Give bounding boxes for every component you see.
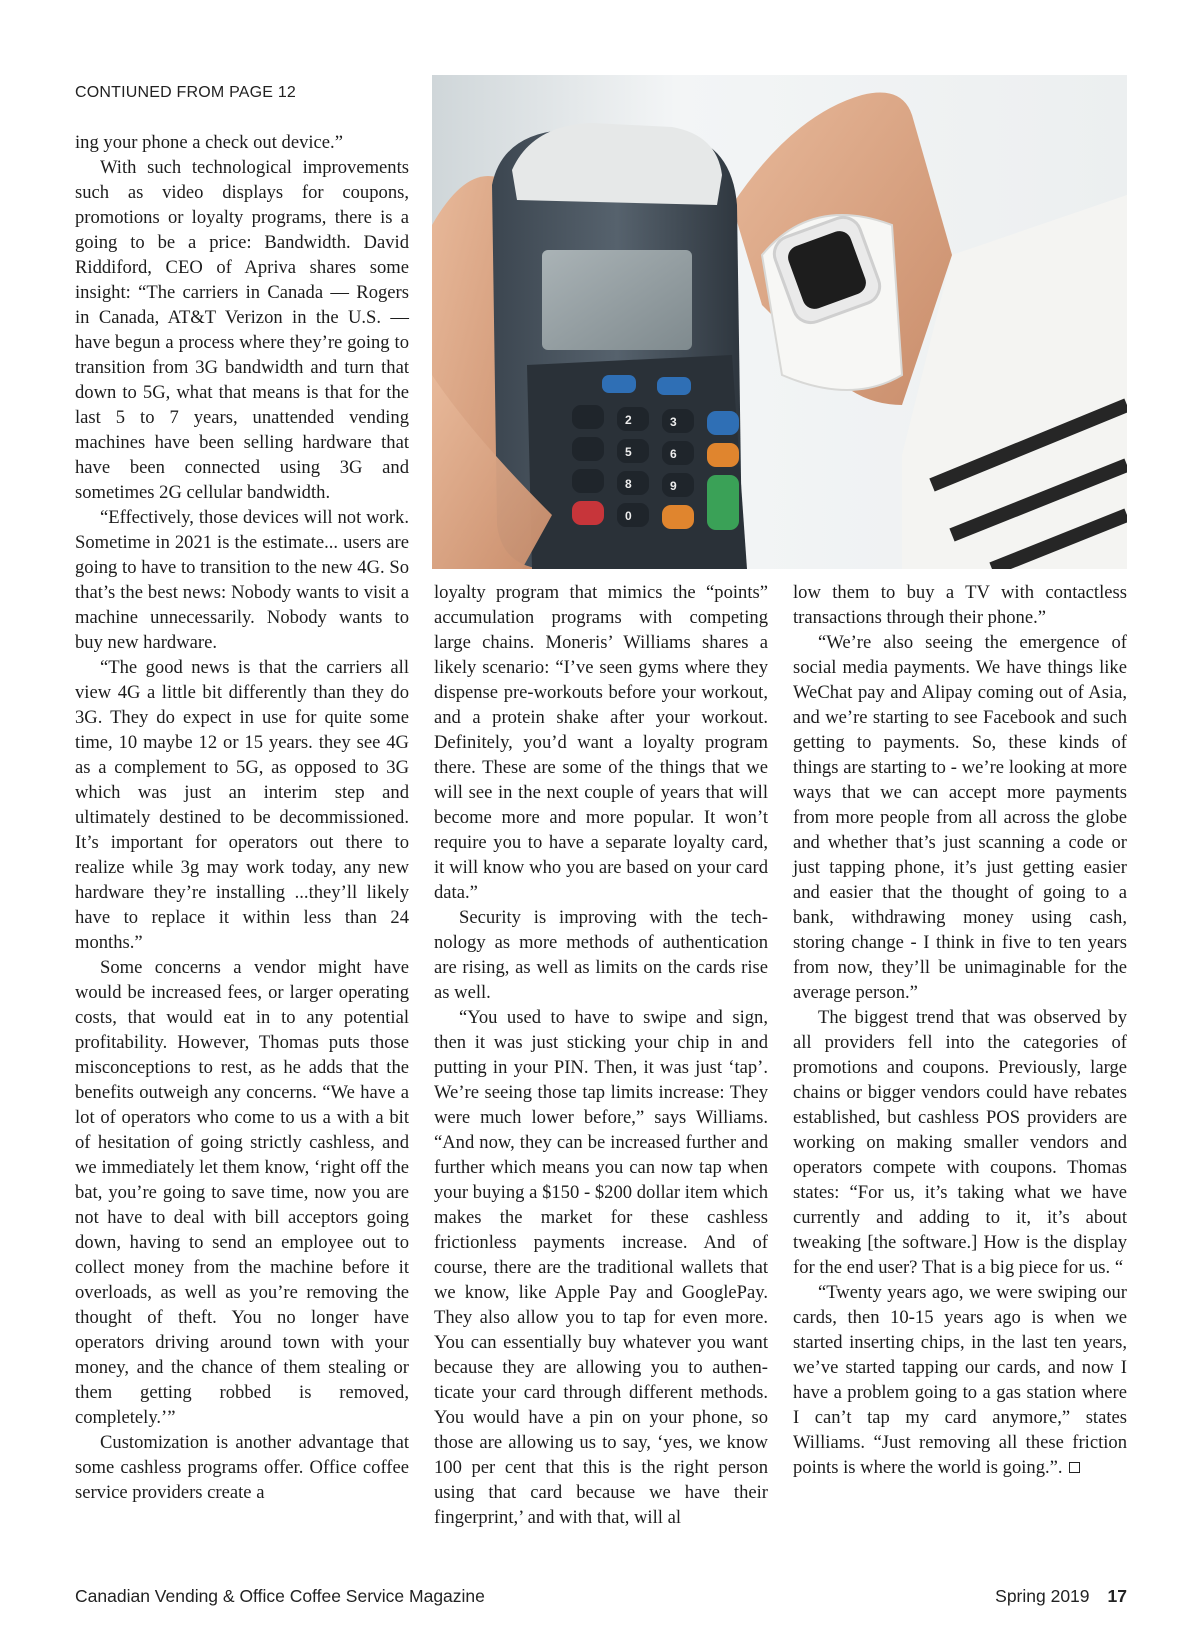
continued-label: CONTIUNED FROM PAGE 12 [75,84,297,101]
paragraph: low them to buy a TV with contactless transactions through their phone.” [793,582,1127,628]
paragraph: Some concerns a vendor might have would be increased fees, or larger operating costs, that would eat in to any potential profitability. However, Thomas puts those misconceptions to rest, as he adds that the benefits outweigh any concerns. “We have a lot of operators who come to us a with a bit of hesitation of going strictly cashless, and we immediately let them know, ‘right off the bat, you’re going to save time, now you are not have to deal with bill acceptors going down, having to send an employee out to collect money from the machine before it overloads, as well as you’re removing the thought of theft. You no longer have operators driving around town with your money, and the chance of them stealing or them getting robbed is removed, completely.’” [75,957,409,1428]
end-of-article-icon [1069,1462,1080,1473]
paragraph: The biggest trend that was observed by all providers fell into the categories of promotions and coupons. Previously, large chains or bigger vendors could have rebates established, but cashless POS providers are working on making smaller vendors and operators compete with coupons. Thomas states: “For us, it’s taking what we have currently and adding to it, it’s about tweaking [the software.] How is the display for the end user? That is a big piece for us. “ [793,1007,1127,1278]
paragraph: “We’re also seeing the emergence of social media payments. We have things like WeChat pay and Alipay coming out of Asia, and we’re starting to see Facebook and such getting to payments. So, these kinds of things are starting to - we’re looking at more ways that we can accept more payments from more people from all across the globe and whether that’s just scanning a code or just tapping phone, it’s just getting easier and easier that the thought of going to a bank, withdrawing money using cash, storing change - I think in five to ten years from now, they’ll be unimaginable for the average person.” [793,632,1127,1003]
paragraph: “The good news is that the carriers all view 4G a little bit differently than they do 3G. They do expect in use for quite some time, 10 maybe 12 or 15 years. they see 4G as a complement to 5G, as opposed to 3G which was just an interim step and ultimately destined to be decommissioned. It’s important for operators out there to realize while 3g may work today, any new hardware they’re installing ...they’ll likely have to replace it within less than 24 months.” [75,657,409,953]
paragraph: loyalty program that mimics the “points” accumulation programs with competing large chains. Moneris’ Williams shares a likely scenario: “I’ve seen gyms where they dispense pre-workouts before your workout, and a protein shake after your workout. Definitely, you’d want a loyalty program there. These are some of the things that we will see in the next couple of years that will become more and more popular. It won’t require you to have a separate loyalty card, it will know who you are based on your card data.” [434,582,768,903]
article-column-2 [434,580,768,1530]
paragraph: ing your phone a check out device.” [75,132,343,153]
footer-magazine-name: Canadian Vending & Office Coffee Service Magazine [75,1586,485,1606]
page-number: 17 [1107,1586,1127,1606]
key-label: 9 [670,479,677,493]
key-label: 6 [670,447,677,461]
footer-issue [995,1586,1127,1607]
article-column-1 [75,130,409,1505]
key-label: 0 [625,509,632,523]
paragraph-text: “Twenty years ago, we were swiping our cards, then 10-15 years ago is when we started inserting chips, in the last ten years, we’ve started tapping our cards, and now I have a problem going to a gas station where I can’t tap my card anymore,” states Williams. “Just removing all these friction points is where the world is going.”. [793,1282,1127,1478]
paragraph: “Effectively, those devices will not work. Sometime in 2021 is the estimate... users are going to have to transition to the new 4G. So that’s the best news: Nobody wants to visit a machine unnecessarily. Nobody wants to buy new hardware. [75,507,409,653]
issue-date: Spring 2019 [995,1586,1090,1606]
payment-terminal-smartwatch-photo [432,75,1127,569]
key-label: 3 [670,415,677,429]
article-column-3 [793,580,1127,1480]
key-label: 8 [625,477,632,491]
paragraph: Security is improving with the technology as more methods of authentication are rising, as well as limits on the cards rise as well. [434,907,768,1003]
paragraph [793,1280,1127,1480]
key-label: 2 [625,413,632,427]
paragraph: With such technological improvements such as video displays for coupons, promotions or loyalty programs, there is a going to be a price: Bandwidth. David Riddiford, CEO of Apriva shares some insight: “The carriers in Canada — Rogers in Canada, AT&T Verizon in the U.S. — have begun a process where they’re going to transition from 3G bandwidth and turn that down to 5G, what that means is that for the last 5 to 7 years, unattended vending machines have been selling hardware that have been connected using 3G and sometimes 2G cellular bandwidth. [75,157,409,503]
paragraph: Customization is another advantage that some cashless programs offer. Office coffee service providers create a [75,1432,409,1503]
key-label: 5 [625,445,632,459]
paragraph: “You used to have to swipe and sign, then it was just sticking your chip in and putting in your PIN. Then, it was just ‘tap’. We’re seeing those tap limits increase: They were much lower before,” says Williams. “And now, they can be increased further and further which means you can now tap when your buying a $150 - $200 dollar item which makes the market for these cashless frictionless payments increase. And of course, there are the traditional wallets that we know, like Apple Pay and GooglePay. They also allow you to tap for even more. You can essentially buy whatever you want because they are allowing you to authenticate your card through different methods. You would have a pin on your phone, so those are allowing us to say, ‘yes, we know 100 per cent that this is the right person using that card because we have their fingerprint,’ and with that, will al [434,1007,768,1528]
